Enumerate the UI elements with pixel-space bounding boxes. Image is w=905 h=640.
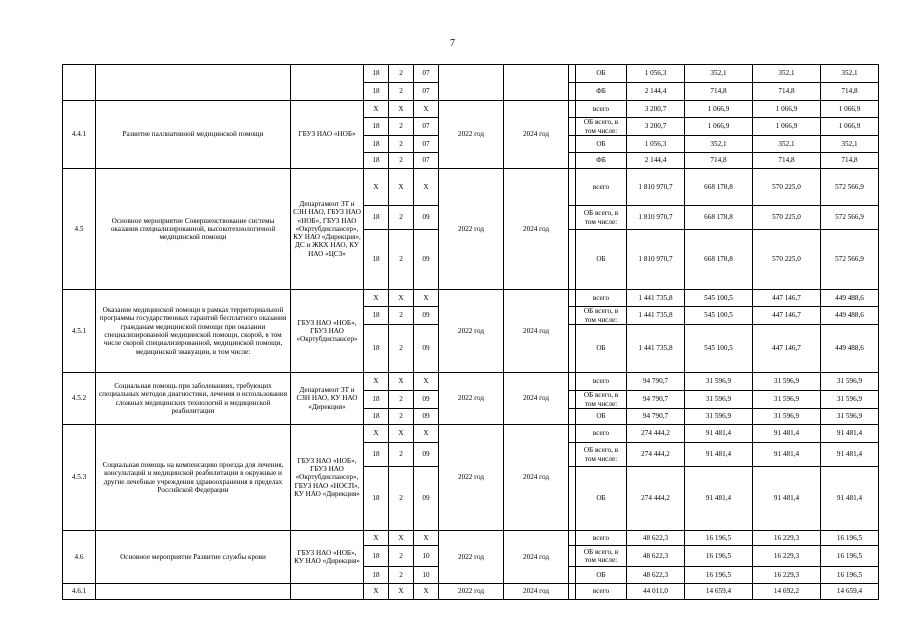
page-number: 7 (450, 38, 455, 49)
item-name: Основное мероприятие Развитие службы крови (96, 531, 291, 584)
code-pp: 2 (389, 546, 414, 567)
end-year: 2024 год (504, 584, 569, 600)
amount-2023: 714,8 (753, 83, 821, 101)
total-amount: 1 441 735,8 (627, 290, 685, 307)
amount-2022: 91 481,4 (685, 467, 753, 531)
item-number: 4.5 (63, 169, 96, 290)
start-year: 2022 год (439, 169, 504, 290)
spacer-cell (569, 136, 576, 153)
code-gp: X (364, 584, 389, 600)
amount-2024: 31 596,9 (821, 373, 879, 391)
table-row (63, 425, 879, 443)
executor: Департамент ЗТ и СЗН НАО, ГБУЗ НАО «НОБ», ГБУЗ НАО «Окртубдиспансер», КУ НАО «Дирекция», ДС и ЖКХ НАО, КУ НАО «ЦСЗ» (291, 169, 364, 290)
amount-2022: 31 596,9 (685, 409, 753, 425)
amount-2022: 16 196,5 (685, 531, 753, 546)
spacer-cell (569, 567, 576, 584)
total-amount: 1 810 970,7 (627, 169, 685, 206)
spacer-cell (569, 391, 576, 409)
funding-source: ОБ всего, в том числе: (576, 307, 627, 325)
amount-2024: 572 566,9 (821, 230, 879, 290)
amount-2022: 545 100,5 (685, 290, 753, 307)
code-gp: 18 (364, 546, 389, 567)
executor: ГБУЗ НАО «НОБ», ГБУЗ НАО «Окртубдиспансер», ГБУЗ НАО «НОСП», КУ НАО «Дирекция» (291, 425, 364, 531)
table-row (63, 65, 879, 83)
amount-2023: 91 481,4 (753, 467, 821, 531)
code-gp: 18 (364, 467, 389, 531)
funding-source: ОБ (576, 467, 627, 531)
code-gp: X (364, 425, 389, 443)
funding-source: всего (576, 531, 627, 546)
code-gp: 18 (364, 307, 389, 325)
executor: ГБУЗ НАО «НОБ», КУ НАО «Дирекция» (291, 531, 364, 584)
code-om: 09 (414, 325, 439, 373)
amount-2024: 16 196,5 (821, 567, 879, 584)
amount-2024: 714,8 (821, 153, 879, 169)
table-row (63, 584, 879, 600)
code-gp: X (364, 373, 389, 391)
amount-2022: 545 100,5 (685, 325, 753, 373)
amount-2022: 545 100,5 (685, 307, 753, 325)
amount-2023: 352,1 (753, 136, 821, 153)
spacer-cell (569, 153, 576, 169)
code-gp: 18 (364, 230, 389, 290)
executor (291, 584, 364, 600)
code-gp: 18 (364, 443, 389, 467)
amount-2024: 91 481,4 (821, 443, 879, 467)
code-pp: 2 (389, 136, 414, 153)
amount-2022: 91 481,4 (685, 443, 753, 467)
code-om: 09 (414, 230, 439, 290)
code-gp: 18 (364, 118, 389, 136)
amount-2022: 91 481,4 (685, 425, 753, 443)
amount-2022: 714,8 (685, 153, 753, 169)
code-pp: X (389, 531, 414, 546)
end-year: 2024 год (504, 425, 569, 531)
end-year: 2024 год (504, 373, 569, 425)
code-pp: X (389, 169, 414, 206)
amount-2024: 31 596,9 (821, 409, 879, 425)
code-om: X (414, 169, 439, 206)
executor (291, 65, 364, 101)
funding-source: всего (576, 425, 627, 443)
amount-2023: 31 596,9 (753, 373, 821, 391)
code-om: 07 (414, 153, 439, 169)
amount-2023: 570 225,0 (753, 169, 821, 206)
start-year: 2022 год (439, 584, 504, 600)
amount-2022: 31 596,9 (685, 373, 753, 391)
funding-source: ОБ всего, в том числе: (576, 206, 627, 230)
code-gp: 18 (364, 567, 389, 584)
code-pp: 2 (389, 567, 414, 584)
amount-2022: 14 659,4 (685, 584, 753, 600)
spacer-cell (569, 290, 576, 307)
total-amount: 274 444,2 (627, 467, 685, 531)
amount-2024: 14 659,4 (821, 584, 879, 600)
end-year: 2024 год (504, 169, 569, 290)
spacer-cell (569, 531, 576, 546)
code-gp: X (364, 290, 389, 307)
total-amount: 94 790,7 (627, 391, 685, 409)
spacer-cell (569, 546, 576, 567)
executor: ГБУЗ НАО «НОБ» (291, 101, 364, 169)
amount-2022: 668 178,8 (685, 169, 753, 206)
amount-2023: 14 692,2 (753, 584, 821, 600)
funding-source: ОБ всего, в том числе: (576, 391, 627, 409)
total-amount: 1 441 735,8 (627, 307, 685, 325)
item-number: 4.5.1 (63, 290, 96, 373)
spacer-cell (569, 230, 576, 290)
code-gp: X (364, 531, 389, 546)
item-name: Социальная помощь на компенсацию проезда для лечения, консультаций и медицинской реабилитации в окружные и другие лечебные учреждения здравоохранения в пределах Российской Федерации (96, 425, 291, 531)
start-year: 2022 год (439, 531, 504, 584)
end-year (504, 65, 569, 101)
spacer-cell (569, 425, 576, 443)
amount-2023: 570 225,0 (753, 230, 821, 290)
funding-source: ОБ всего, в том числе: (576, 118, 627, 136)
amount-2022: 31 596,9 (685, 391, 753, 409)
spacer-cell (569, 169, 576, 206)
end-year: 2024 год (504, 531, 569, 584)
code-om: 09 (414, 409, 439, 425)
table-row (63, 531, 879, 546)
code-pp: 2 (389, 467, 414, 531)
funding-source: ОБ (576, 65, 627, 83)
item-name (96, 65, 291, 101)
funding-source: ОБ (576, 136, 627, 153)
code-om: X (414, 101, 439, 118)
amount-2024: 1 066,9 (821, 101, 879, 118)
code-gp: 18 (364, 325, 389, 373)
code-om: X (414, 584, 439, 600)
total-amount: 1 810 970,7 (627, 206, 685, 230)
end-year: 2024 год (504, 101, 569, 169)
item-name (96, 584, 291, 600)
amount-2024: 16 196,5 (821, 546, 879, 567)
spacer-cell (569, 443, 576, 467)
total-amount: 48 622,3 (627, 567, 685, 584)
amount-2023: 16 229,3 (753, 546, 821, 567)
item-number: 4.5.2 (63, 373, 96, 425)
code-om: 07 (414, 65, 439, 83)
code-gp: 18 (364, 65, 389, 83)
code-gp: 18 (364, 136, 389, 153)
funding-source: ОБ (576, 230, 627, 290)
funding-source: всего (576, 101, 627, 118)
amount-2023: 714,8 (753, 153, 821, 169)
funding-source: ОБ (576, 409, 627, 425)
code-om: 09 (414, 307, 439, 325)
amount-2022: 16 196,5 (685, 546, 753, 567)
code-pp: X (389, 290, 414, 307)
funding-source: всего (576, 169, 627, 206)
code-pp: 2 (389, 206, 414, 230)
total-amount: 3 200,7 (627, 118, 685, 136)
spacer-cell (569, 83, 576, 101)
spacer-cell (569, 409, 576, 425)
code-pp: 2 (389, 409, 414, 425)
total-amount: 3 200,7 (627, 101, 685, 118)
amount-2022: 668 178,8 (685, 230, 753, 290)
code-pp: X (389, 101, 414, 118)
start-year (439, 65, 504, 101)
spacer-cell (569, 584, 576, 600)
total-amount: 274 444,2 (627, 425, 685, 443)
item-number (63, 65, 96, 101)
code-pp: X (389, 373, 414, 391)
code-om: X (414, 425, 439, 443)
amount-2023: 1 066,9 (753, 118, 821, 136)
spacer-cell (569, 325, 576, 373)
spacer-cell (569, 118, 576, 136)
amount-2024: 449 488,6 (821, 307, 879, 325)
total-amount: 2 144,4 (627, 153, 685, 169)
table-row (63, 290, 879, 307)
spacer-cell (569, 307, 576, 325)
start-year: 2022 год (439, 373, 504, 425)
code-om: 09 (414, 467, 439, 531)
code-om: 07 (414, 136, 439, 153)
code-pp: 2 (389, 307, 414, 325)
item-number: 4.6 (63, 531, 96, 584)
amount-2024: 352,1 (821, 65, 879, 83)
amount-2023: 570 225,0 (753, 206, 821, 230)
amount-2024: 16 196,5 (821, 531, 879, 546)
amount-2022: 1 066,9 (685, 118, 753, 136)
item-name: Развитие паллиативной медицинской помощи (96, 101, 291, 169)
amount-2022: 352,1 (685, 136, 753, 153)
item-name: Оказание медицинской помощи в рамках территориальной программы государственных гарантий бесплатного оказания гражданам медицинской помощи при оказании специализированной медицинской помощи, скорой, в том числе скорой специализированной, медицинской помощи, медицинской эвакуации, в том числе: (96, 290, 291, 373)
total-amount: 94 790,7 (627, 409, 685, 425)
amount-2024: 572 566,9 (821, 206, 879, 230)
code-pp: 2 (389, 153, 414, 169)
total-amount: 2 144,4 (627, 83, 685, 101)
funding-source: ОБ всего, в том числе: (576, 443, 627, 467)
funding-source: ФБ (576, 83, 627, 101)
code-pp: 2 (389, 230, 414, 290)
code-gp: 18 (364, 83, 389, 101)
item-name: Основное мероприятие Совершенствование системы оказания специализированной, высокотехнологичной медицинской помощи (96, 169, 291, 290)
total-amount: 274 444,2 (627, 443, 685, 467)
total-amount: 94 790,7 (627, 373, 685, 391)
code-om: X (414, 531, 439, 546)
amount-2022: 668 178,8 (685, 206, 753, 230)
total-amount: 1 441 735,8 (627, 325, 685, 373)
code-pp: 2 (389, 325, 414, 373)
item-number: 4.4.1 (63, 101, 96, 169)
amount-2022: 16 196,5 (685, 567, 753, 584)
total-amount: 44 011,0 (627, 584, 685, 600)
end-year: 2024 год (504, 290, 569, 373)
amount-2024: 449 488,6 (821, 325, 879, 373)
amount-2024: 91 481,4 (821, 425, 879, 443)
start-year: 2022 год (439, 425, 504, 531)
code-om: X (414, 290, 439, 307)
funding-source: ОБ всего, в том числе: (576, 546, 627, 567)
item-name: Социальная помощь при заболеваниях, требующих специальных методов диагностики, лечения и использования сложных медицинских технологий и медицинской реабилитации (96, 373, 291, 425)
amount-2023: 31 596,9 (753, 409, 821, 425)
code-gp: 18 (364, 153, 389, 169)
code-gp: 18 (364, 391, 389, 409)
total-amount: 48 622,3 (627, 546, 685, 567)
amount-2024: 91 481,4 (821, 467, 879, 531)
spacer-cell (569, 65, 576, 83)
code-om: 07 (414, 118, 439, 136)
code-om: X (414, 373, 439, 391)
item-number: 4.5.3 (63, 425, 96, 531)
amount-2023: 352,1 (753, 65, 821, 83)
code-om: 09 (414, 391, 439, 409)
table-row (63, 169, 879, 206)
executor: ГБУЗ НАО «НОБ», ГБУЗ НАО «Окртубдиспансер» (291, 290, 364, 373)
funding-source: всего (576, 373, 627, 391)
code-pp: X (389, 584, 414, 600)
code-pp: 2 (389, 83, 414, 101)
budget-table (62, 64, 879, 600)
table-row (63, 373, 879, 391)
code-om: 07 (414, 83, 439, 101)
amount-2022: 352,1 (685, 65, 753, 83)
code-om: 10 (414, 567, 439, 584)
amount-2023: 447 146,7 (753, 290, 821, 307)
code-gp: X (364, 101, 389, 118)
spacer-cell (569, 206, 576, 230)
amount-2023: 16 229,3 (753, 567, 821, 584)
code-gp: X (364, 169, 389, 206)
amount-2023: 31 596,9 (753, 391, 821, 409)
total-amount: 1 056,3 (627, 65, 685, 83)
amount-2024: 1 066,9 (821, 118, 879, 136)
code-pp: 2 (389, 65, 414, 83)
total-amount: 48 622,3 (627, 531, 685, 546)
funding-source: всего (576, 290, 627, 307)
item-number: 4.6.1 (63, 584, 96, 600)
code-pp: 2 (389, 118, 414, 136)
code-pp: 2 (389, 443, 414, 467)
spacer-cell (569, 467, 576, 531)
code-gp: 18 (364, 409, 389, 425)
amount-2023: 1 066,9 (753, 101, 821, 118)
funding-source: ОБ (576, 325, 627, 373)
amount-2023: 447 146,7 (753, 307, 821, 325)
code-om: 10 (414, 546, 439, 567)
start-year: 2022 год (439, 101, 504, 169)
code-pp: 2 (389, 391, 414, 409)
total-amount: 1 056,3 (627, 136, 685, 153)
amount-2023: 447 146,7 (753, 325, 821, 373)
amount-2022: 714,8 (685, 83, 753, 101)
start-year: 2022 год (439, 290, 504, 373)
funding-source: всего (576, 584, 627, 600)
executor: Департамент ЗТ и СЗН НАО, КУ НАО «Дирекция» (291, 373, 364, 425)
amount-2023: 16 229,3 (753, 531, 821, 546)
total-amount: 1 810 970,7 (627, 230, 685, 290)
amount-2023: 91 481,4 (753, 443, 821, 467)
code-om: 09 (414, 443, 439, 467)
amount-2024: 572 566,9 (821, 169, 879, 206)
amount-2023: 91 481,4 (753, 425, 821, 443)
amount-2024: 352,1 (821, 136, 879, 153)
amount-2024: 449 488,6 (821, 290, 879, 307)
funding-source: ОБ (576, 567, 627, 584)
spacer-cell (569, 373, 576, 391)
spacer-cell (569, 101, 576, 118)
table-row (63, 101, 879, 118)
code-om: 09 (414, 206, 439, 230)
amount-2024: 714,8 (821, 83, 879, 101)
code-pp: X (389, 425, 414, 443)
code-gp: 18 (364, 206, 389, 230)
funding-source: ФБ (576, 153, 627, 169)
amount-2024: 31 596,9 (821, 391, 879, 409)
amount-2022: 1 066,9 (685, 101, 753, 118)
